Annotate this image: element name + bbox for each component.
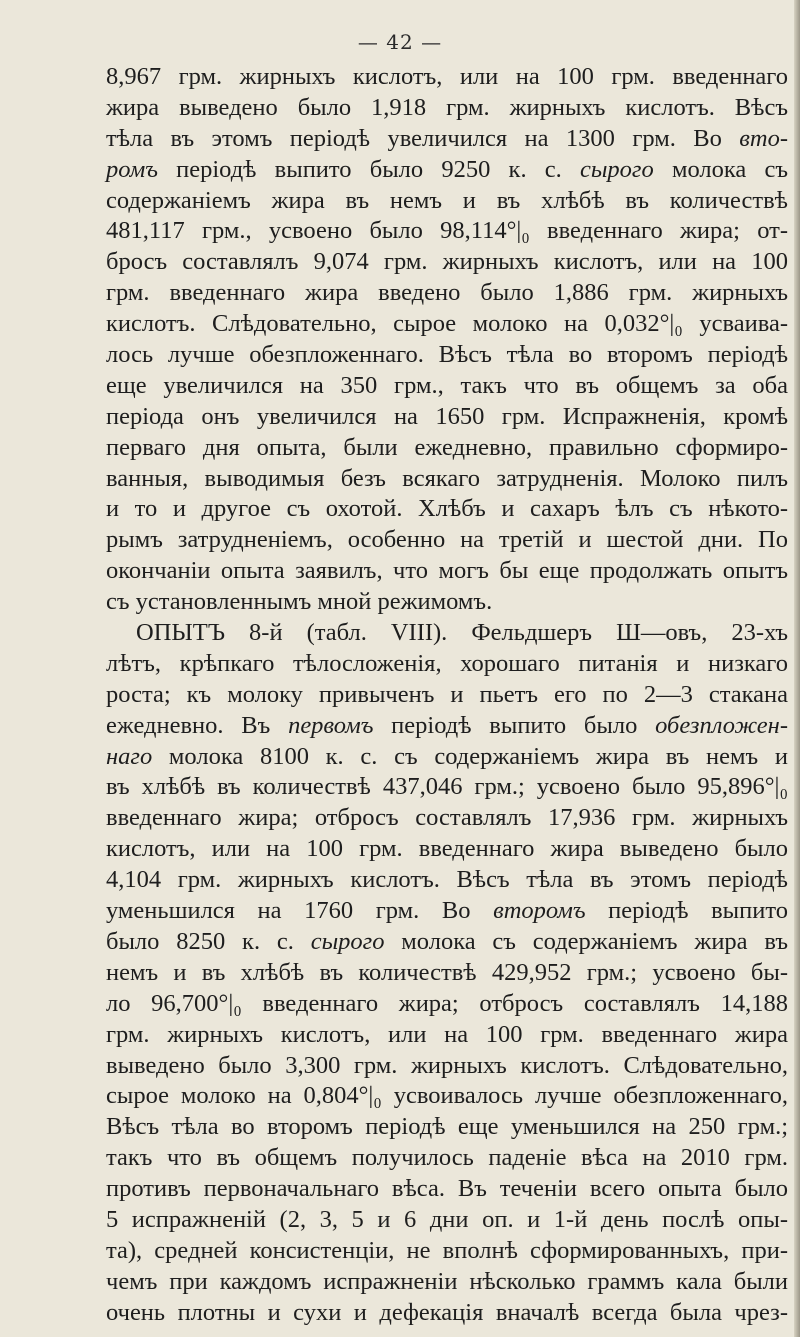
italic-text-segment: сырого bbox=[310, 927, 385, 955]
text-line bbox=[106, 649, 788, 680]
text-segment: введеннаго жира; отбросъ составлялъ 17,936 грм. жирныхъ bbox=[106, 804, 788, 832]
italic-text-segment: наго bbox=[106, 742, 153, 770]
text-segment: 5 испражненій (2, 3, 5 и 6 дни оп. и 1-й день послѣ опы- bbox=[106, 1205, 788, 1233]
text-line bbox=[106, 525, 788, 556]
text-line bbox=[106, 1143, 788, 1174]
text-line bbox=[106, 834, 788, 865]
text-segment: выведено было 3,300 грм. жирныхъ кислотъ. Слѣдовательно, bbox=[106, 1051, 788, 1079]
text-segment: и то и другое съ охотой. Хлѣбъ и сахаръ ѣлъ съ нѣкото- bbox=[106, 495, 788, 523]
text-line bbox=[106, 772, 788, 803]
text-segment: молока съ bbox=[653, 155, 788, 183]
text-line bbox=[106, 958, 788, 989]
text-line bbox=[106, 1298, 788, 1329]
text-line bbox=[106, 1174, 788, 1205]
text-segment: перваго дня опыта, были ежедневно, правильно сформиро- bbox=[106, 433, 788, 461]
text-line bbox=[106, 556, 788, 587]
text-segment: періодѣ выпито bbox=[585, 897, 788, 925]
text-segment: очень плотны и сухи и дефекація вначалѣ всегда была чрез- bbox=[106, 1298, 788, 1326]
text-line bbox=[106, 989, 788, 1020]
text-segment: ванныя, выводимыя безъ всякаго затрудненія. Молоко пилъ bbox=[106, 464, 788, 492]
text-line bbox=[106, 865, 788, 896]
text-line bbox=[106, 680, 788, 711]
text-segment: жира выведено было 1,918 грм. жирныхъ кислотъ. Вѣсъ bbox=[106, 93, 788, 121]
body-text bbox=[106, 62, 788, 1329]
text-line bbox=[106, 371, 788, 402]
text-segment: Вѣсъ тѣла во второмъ періодѣ еще уменьшился на 250 грм.; bbox=[106, 1113, 788, 1141]
text-segment: съ установленнымъ мной режимомъ. bbox=[106, 588, 493, 616]
page-number: — 42 — bbox=[357, 30, 443, 54]
text-line bbox=[106, 186, 788, 217]
text-segment: кислотъ, или на 100 грм. введеннаго жира выведено было bbox=[106, 835, 788, 863]
italic-text-segment: вто- bbox=[739, 124, 788, 152]
text-segment: немъ и въ хлѣбѣ въ количествѣ 429,952 грм.; усвоено бы- bbox=[106, 958, 788, 986]
text-line bbox=[106, 618, 788, 649]
text-segment: лѣтъ, крѣпкаго тѣлосложенія, хорошаго питанія и низкаго bbox=[106, 649, 788, 677]
text-segment: лось лучше обезпложеннаго. Вѣсъ тѣла во второмъ періодѣ bbox=[106, 341, 788, 369]
text-line bbox=[106, 124, 788, 155]
italic-text-segment: обезпложен- bbox=[655, 711, 788, 739]
text-segment: окончаніи опыта заявилъ, что могъ бы еще продолжать опытъ bbox=[106, 557, 788, 585]
text-segment: такъ что въ общемъ получилось паденіе вѣса на 2010 грм. bbox=[106, 1144, 788, 1172]
text-line bbox=[106, 896, 788, 927]
text-segment: содержаніемъ жира въ немъ и въ хлѣбѣ въ количествѣ bbox=[106, 186, 788, 214]
text-segment: та), средней консистенціи, не вполнѣ сформированныхъ, при- bbox=[106, 1236, 788, 1264]
text-segment: кислотъ. Слѣдовательно, сырое молоко на 0,032°|₀ усваива- bbox=[106, 310, 788, 338]
text-line bbox=[106, 1020, 788, 1051]
text-segment: тѣла въ этомъ періодѣ увеличился на 1300 грм. Во bbox=[106, 124, 740, 152]
text-line bbox=[106, 1051, 788, 1082]
italic-text-segment: сырого bbox=[579, 155, 654, 183]
text-line bbox=[106, 1112, 788, 1143]
text-segment: 481,117 грм., усвоено было 98,114°|₀ введеннаго жира; от- bbox=[106, 217, 788, 245]
text-line bbox=[106, 927, 788, 958]
text-segment: противъ первоначальнаго вѣса. Въ теченіи всего опыта было bbox=[106, 1175, 788, 1203]
text-segment: уменьшился на 1760 грм. Во bbox=[106, 897, 494, 925]
text-segment: сырое молоко на 0,804°|₀ усвоивалось лучше обезпложеннаго, bbox=[106, 1082, 788, 1110]
text-segment: было 8250 к. с. bbox=[106, 927, 311, 955]
text-line bbox=[106, 464, 788, 495]
text-segment: ежедневно. Въ bbox=[106, 711, 289, 739]
text-line bbox=[106, 433, 788, 464]
text-segment: 4,104 грм. жирныхъ кислотъ. Вѣсъ тѣла въ этомъ періодѣ bbox=[106, 866, 788, 894]
text-segment: періодѣ выпито было bbox=[373, 711, 656, 739]
text-line bbox=[106, 803, 788, 834]
text-segment: грм. введеннаго жира введено было 1,886 грм. жирныхъ bbox=[106, 279, 788, 307]
text-segment: рымъ затрудненіемъ, особенно на третій и шестой дни. По bbox=[106, 526, 788, 554]
text-line bbox=[106, 340, 788, 371]
text-segment: въ хлѣбѣ въ количествѣ 437,046 грм.; усвоено было 95,896°|₀ bbox=[106, 773, 788, 801]
text-line bbox=[106, 1205, 788, 1236]
text-line bbox=[106, 1236, 788, 1267]
text-line bbox=[106, 278, 788, 309]
italic-text-segment: ромъ bbox=[106, 155, 158, 183]
text-line bbox=[106, 587, 788, 618]
text-line bbox=[106, 93, 788, 124]
italic-text-segment: первомъ bbox=[288, 711, 374, 739]
text-segment: ло 96,700°|₀ введеннаго жира; отбросъ составлялъ 14,188 bbox=[106, 989, 788, 1017]
text-line bbox=[106, 494, 788, 525]
text-segment: 8,967 грм. жирныхъ кислотъ, или на 100 грм. введеннаго bbox=[106, 63, 788, 90]
text-segment: молока 8100 к. с. съ содержаніемъ жира въ немъ и bbox=[152, 742, 788, 770]
text-segment: бросъ составлялъ 9,074 грм. жирныхъ кислотъ, или на 100 bbox=[106, 248, 788, 276]
text-segment: молока съ содержаніемъ жира въ bbox=[384, 927, 788, 955]
text-segment: еще увеличился на 350 грм., такъ что въ общемъ за оба bbox=[106, 371, 788, 399]
text-line bbox=[106, 742, 788, 773]
text-segment: чемъ при каждомъ испражненіи нѣсколько граммъ кала были bbox=[106, 1267, 788, 1295]
italic-text-segment: второмъ bbox=[493, 897, 586, 925]
text-line bbox=[106, 1081, 788, 1112]
text-line bbox=[106, 247, 788, 278]
text-line bbox=[106, 62, 788, 93]
text-line bbox=[106, 402, 788, 433]
text-segment: ОПЫТЪ 8-й (табл. VIII). Фельдшеръ Ш—овъ, 23-хъ bbox=[136, 619, 788, 647]
text-line bbox=[106, 216, 788, 247]
text-line bbox=[106, 155, 788, 186]
page-edge-shadow bbox=[794, 0, 800, 1337]
text-segment: грм. жирныхъ кислотъ, или на 100 грм. введеннаго жира bbox=[106, 1020, 788, 1048]
text-segment: періода онъ увеличился на 1650 грм. Испражненія, кромѣ bbox=[106, 402, 788, 430]
text-line bbox=[106, 711, 788, 742]
text-line bbox=[106, 1267, 788, 1298]
text-line bbox=[106, 309, 788, 340]
text-segment: роста; къ молоку привыченъ и пьетъ его по 2—3 стакана bbox=[106, 680, 788, 708]
text-segment: періодѣ выпито было 9250 к. с. bbox=[157, 155, 580, 183]
